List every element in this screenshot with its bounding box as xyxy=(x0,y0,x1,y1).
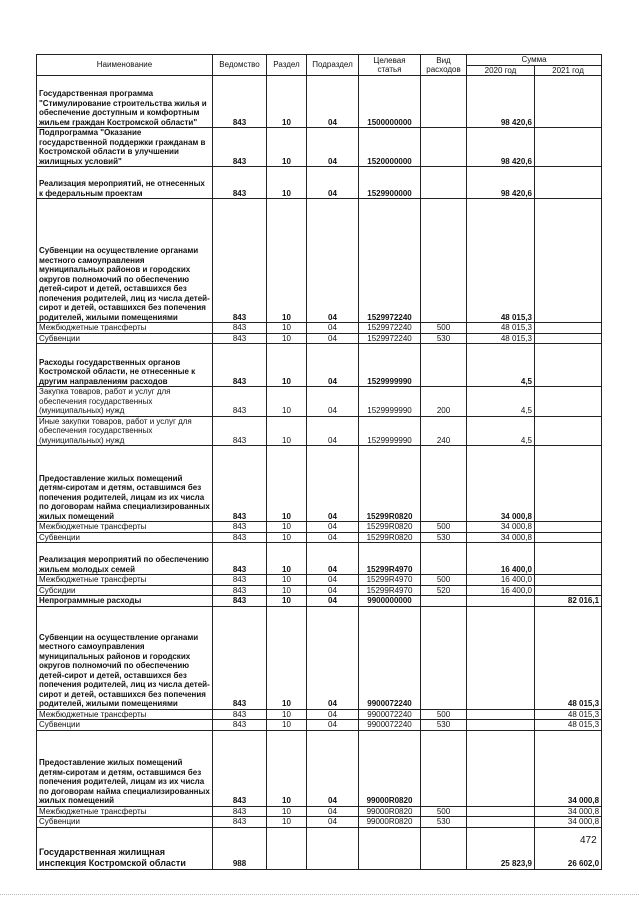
table-row xyxy=(37,416,602,446)
row-department: 843 xyxy=(213,522,267,533)
row-name: Подпрограмма "Оказание государственной поддержки гражданам в Костромской области в улучшении жилищных условий" xyxy=(37,128,213,167)
row-sum-2021: 48 015,3 xyxy=(535,709,602,720)
row-department: 843 xyxy=(213,128,267,167)
row-subsection: 04 xyxy=(307,596,359,607)
row-subsection: 04 xyxy=(307,543,359,575)
row-sum-2020 xyxy=(467,720,535,731)
row-name: Предоставление жилых помещений детям-сиротам и детям, оставшимся без попечения родителей, лицам из их числа по договорам найма специализированных жилых помещений xyxy=(37,730,213,806)
row-sum-2020 xyxy=(467,606,535,709)
row-subsection: 04 xyxy=(307,522,359,533)
table-row xyxy=(37,522,602,533)
row-department: 843 xyxy=(213,720,267,731)
row-name: Предоставление жилых помещений детям-сиротам и детям, оставшимся без попечения родителей, лицам из их числа по договорам найма специализированных жилых помещений xyxy=(37,446,213,522)
row-expense-type: 500 xyxy=(421,575,467,586)
row-name: Закупка товаров, работ и услуг для обеспечения государственных (муниципальных) нужд xyxy=(37,387,213,417)
table-row xyxy=(37,806,602,817)
row-name: Субвенции xyxy=(37,817,213,828)
scan-edge-divider xyxy=(0,894,639,895)
row-subsection: 04 xyxy=(307,806,359,817)
row-name: Субвенции xyxy=(37,333,213,344)
row-section: 10 xyxy=(267,730,307,806)
row-target-article: 99000R0820 xyxy=(359,817,421,828)
row-section: 10 xyxy=(267,333,307,344)
row-sum-2021 xyxy=(535,167,602,199)
row-department: 843 xyxy=(213,575,267,586)
row-sum-2021: 34 000,8 xyxy=(535,806,602,817)
row-sum-2020: 34 000,8 xyxy=(467,532,535,543)
row-expense-type xyxy=(421,344,467,387)
row-expense-type: 530 xyxy=(421,532,467,543)
row-subsection: 04 xyxy=(307,575,359,586)
row-sum-2021 xyxy=(535,128,602,167)
row-sum-2021: 82 016,1 xyxy=(535,596,602,607)
row-sum-2020: 25 823,9 xyxy=(467,827,535,869)
row-expense-type xyxy=(421,199,467,323)
header-year-2020: 2020 год xyxy=(467,65,535,76)
row-sum-2020: 16 400,0 xyxy=(467,575,535,586)
row-subsection: 04 xyxy=(307,199,359,323)
budget-table xyxy=(36,54,602,870)
row-department: 843 xyxy=(213,199,267,323)
row-target-article: 15299R4970 xyxy=(359,585,421,596)
row-sum-2021: 34 000,8 xyxy=(535,817,602,828)
row-section: 10 xyxy=(267,806,307,817)
row-subsection: 04 xyxy=(307,323,359,334)
row-sum-2020: 34 000,8 xyxy=(467,446,535,522)
table-row xyxy=(37,709,602,720)
row-section: 10 xyxy=(267,817,307,828)
row-subsection: 04 xyxy=(307,416,359,446)
row-name: Субвенции на осуществление органами местного самоуправления муниципальных районов и городских округов полномочий по обеспечению детей-сирот и детей, оставшихся без попечения родителей, лиц из числа детей-сирот и детей, оставшихся без попечения родителей, жилыми помещениями xyxy=(37,199,213,323)
row-subsection: 04 xyxy=(307,128,359,167)
row-target-article: 9900072240 xyxy=(359,720,421,731)
header-name: Наименование xyxy=(37,55,213,76)
row-name: Межбюджетные трансферты xyxy=(37,522,213,533)
row-target-article: 1529900000 xyxy=(359,167,421,199)
row-expense-type xyxy=(421,827,467,869)
row-expense-type xyxy=(421,128,467,167)
row-target-article: 15299R4970 xyxy=(359,543,421,575)
row-name: Межбюджетные трансферты xyxy=(37,709,213,720)
row-sum-2020: 4,5 xyxy=(467,416,535,446)
row-section: 10 xyxy=(267,575,307,586)
row-subsection: 04 xyxy=(307,167,359,199)
row-sum-2021: 48 015,3 xyxy=(535,606,602,709)
row-target-article: 9900072240 xyxy=(359,709,421,720)
row-sum-2020: 48 015,3 xyxy=(467,199,535,323)
row-section: 10 xyxy=(267,344,307,387)
row-expense-type: 500 xyxy=(421,522,467,533)
row-target-article: 99000R0820 xyxy=(359,730,421,806)
row-section: 10 xyxy=(267,720,307,731)
row-target-article: 15299R0820 xyxy=(359,532,421,543)
row-department: 843 xyxy=(213,76,267,128)
row-expense-type xyxy=(421,730,467,806)
row-department: 843 xyxy=(213,817,267,828)
table-row xyxy=(37,167,602,199)
row-sum-2020: 16 400,0 xyxy=(467,543,535,575)
row-sum-2021 xyxy=(535,387,602,417)
row-sum-2020 xyxy=(467,730,535,806)
row-subsection: 04 xyxy=(307,606,359,709)
table-row xyxy=(37,446,602,522)
row-department: 843 xyxy=(213,543,267,575)
row-sum-2021 xyxy=(535,585,602,596)
table-row xyxy=(37,720,602,731)
row-subsection xyxy=(307,827,359,869)
row-sum-2020: 4,5 xyxy=(467,387,535,417)
row-section: 10 xyxy=(267,416,307,446)
row-name: Межбюджетные трансферты xyxy=(37,323,213,334)
row-subsection: 04 xyxy=(307,585,359,596)
row-target-article: 9900000000 xyxy=(359,596,421,607)
row-department: 843 xyxy=(213,323,267,334)
row-sum-2021 xyxy=(535,446,602,522)
row-name: Межбюджетные трансферты xyxy=(37,575,213,586)
table-row xyxy=(37,387,602,417)
row-sum-2020: 4,5 xyxy=(467,344,535,387)
row-section: 10 xyxy=(267,128,307,167)
row-target-article: 1529999990 xyxy=(359,344,421,387)
row-expense-type xyxy=(421,543,467,575)
row-expense-type xyxy=(421,596,467,607)
row-target-article: 15299R4970 xyxy=(359,575,421,586)
row-target-article xyxy=(359,827,421,869)
table-row xyxy=(37,606,602,709)
row-expense-type xyxy=(421,167,467,199)
row-sum-2021: 34 000,8 xyxy=(535,730,602,806)
row-target-article: 15299R0820 xyxy=(359,446,421,522)
row-sum-2020: 48 015,3 xyxy=(467,323,535,334)
row-sum-2021: 48 015,3 xyxy=(535,720,602,731)
table-row xyxy=(37,128,602,167)
row-target-article: 15299R0820 xyxy=(359,522,421,533)
row-department: 843 xyxy=(213,333,267,344)
row-section: 10 xyxy=(267,446,307,522)
row-section: 10 xyxy=(267,606,307,709)
row-expense-type: 240 xyxy=(421,416,467,446)
table-row xyxy=(37,532,602,543)
row-expense-type: 530 xyxy=(421,817,467,828)
row-target-article: 1529999990 xyxy=(359,416,421,446)
row-section xyxy=(267,827,307,869)
row-sum-2020: 34 000,8 xyxy=(467,522,535,533)
row-department: 843 xyxy=(213,730,267,806)
row-department: 843 xyxy=(213,532,267,543)
header-section: Раздел xyxy=(267,55,307,76)
row-name: Реализация мероприятий, не отнесенных к федеральным проектам xyxy=(37,167,213,199)
row-name: Субвенции xyxy=(37,532,213,543)
row-subsection: 04 xyxy=(307,333,359,344)
row-target-article: 1529999990 xyxy=(359,387,421,417)
row-sum-2021 xyxy=(535,575,602,586)
row-subsection: 04 xyxy=(307,344,359,387)
row-department: 988 xyxy=(213,827,267,869)
row-target-article: 1529972240 xyxy=(359,199,421,323)
row-sum-2021 xyxy=(535,416,602,446)
row-department: 843 xyxy=(213,709,267,720)
row-section: 10 xyxy=(267,323,307,334)
row-name: Реализация мероприятий по обеспечению жильем молодых семей xyxy=(37,543,213,575)
row-expense-type: 530 xyxy=(421,720,467,731)
row-department: 843 xyxy=(213,606,267,709)
table-row xyxy=(37,817,602,828)
row-section: 10 xyxy=(267,199,307,323)
row-name: Субсидии xyxy=(37,585,213,596)
table-body xyxy=(37,76,602,870)
row-section: 10 xyxy=(267,167,307,199)
row-expense-type xyxy=(421,76,467,128)
row-sum-2021 xyxy=(535,199,602,323)
row-sum-2021 xyxy=(535,333,602,344)
row-name: Государственная жилищная инспекция Костромской области xyxy=(37,827,213,869)
header-sum: Сумма xyxy=(467,55,602,66)
table-row xyxy=(37,585,602,596)
row-name: Межбюджетные трансферты xyxy=(37,806,213,817)
row-target-article: 1529972240 xyxy=(359,333,421,344)
page-number: 472 xyxy=(580,835,597,846)
row-name: Субвенции xyxy=(37,720,213,731)
row-target-article: 99000R0820 xyxy=(359,806,421,817)
row-sum-2020 xyxy=(467,596,535,607)
row-department: 843 xyxy=(213,416,267,446)
row-sum-2021 xyxy=(535,323,602,334)
row-section: 10 xyxy=(267,709,307,720)
row-department: 843 xyxy=(213,585,267,596)
row-subsection: 04 xyxy=(307,387,359,417)
row-sum-2020: 98 420,6 xyxy=(467,167,535,199)
table-row xyxy=(37,575,602,586)
table-row xyxy=(37,730,602,806)
row-section: 10 xyxy=(267,76,307,128)
row-subsection: 04 xyxy=(307,532,359,543)
row-name: Расходы государственных органов Костромской области, не отнесенные к другим направлениям расходов xyxy=(37,344,213,387)
table-row xyxy=(37,827,602,869)
row-expense-type xyxy=(421,606,467,709)
row-sum-2021 xyxy=(535,532,602,543)
row-department: 843 xyxy=(213,387,267,417)
row-sum-2020: 98 420,6 xyxy=(467,76,535,128)
table-row xyxy=(37,333,602,344)
table-row xyxy=(37,323,602,334)
row-expense-type: 530 xyxy=(421,333,467,344)
row-sum-2021 xyxy=(535,344,602,387)
row-expense-type: 500 xyxy=(421,709,467,720)
row-department: 843 xyxy=(213,596,267,607)
row-sum-2021 xyxy=(535,543,602,575)
row-subsection: 04 xyxy=(307,720,359,731)
row-name: Иные закупки товаров, работ и услуг для обеспечения государственных (муниципальных) нужд xyxy=(37,416,213,446)
table-row xyxy=(37,344,602,387)
row-target-article: 1500000000 xyxy=(359,76,421,128)
row-section: 10 xyxy=(267,596,307,607)
row-section: 10 xyxy=(267,387,307,417)
row-target-article: 9900072240 xyxy=(359,606,421,709)
row-name: Непрограммные расходы xyxy=(37,596,213,607)
row-sum-2020 xyxy=(467,817,535,828)
row-department: 843 xyxy=(213,806,267,817)
row-name: Субвенции на осуществление органами местного самоуправления муниципальных районов и городских округов полномочий по обеспечению детей-сирот и детей, оставшихся без попечения родителей, лиц из числа детей-сирот и детей, оставшихся без попечения родителей, жилыми помещениями xyxy=(37,606,213,709)
row-subsection: 04 xyxy=(307,446,359,522)
row-department: 843 xyxy=(213,344,267,387)
row-expense-type: 500 xyxy=(421,323,467,334)
row-section: 10 xyxy=(267,532,307,543)
table-row xyxy=(37,543,602,575)
row-subsection: 04 xyxy=(307,817,359,828)
row-subsection: 04 xyxy=(307,76,359,128)
row-subsection: 04 xyxy=(307,709,359,720)
row-sum-2021 xyxy=(535,76,602,128)
row-sum-2021 xyxy=(535,522,602,533)
header-year-2021: 2021 год xyxy=(535,65,602,76)
row-target-article: 1520000000 xyxy=(359,128,421,167)
row-section: 10 xyxy=(267,543,307,575)
row-department: 843 xyxy=(213,446,267,522)
row-section: 10 xyxy=(267,522,307,533)
table-row xyxy=(37,596,602,607)
table-row xyxy=(37,199,602,323)
row-subsection: 04 xyxy=(307,730,359,806)
row-sum-2020 xyxy=(467,806,535,817)
row-expense-type xyxy=(421,446,467,522)
row-sum-2021: 26 602,0 xyxy=(535,827,602,869)
row-department: 843 xyxy=(213,167,267,199)
row-target-article: 1529972240 xyxy=(359,323,421,334)
row-section: 10 xyxy=(267,585,307,596)
header-department: Ведомство xyxy=(213,55,267,76)
header-expense-type: Вид расходов xyxy=(421,55,467,76)
header-target-article: Целевая статья xyxy=(359,55,421,76)
row-sum-2020: 48 015,3 xyxy=(467,333,535,344)
row-sum-2020: 98 420,6 xyxy=(467,128,535,167)
row-expense-type: 520 xyxy=(421,585,467,596)
header-subsection: Подраздел xyxy=(307,55,359,76)
row-sum-2020: 16 400,0 xyxy=(467,585,535,596)
table-row xyxy=(37,76,602,128)
row-expense-type: 200 xyxy=(421,387,467,417)
row-name: Государственная программа "Стимулирование строительства жилья и обеспечение доступным и комфортным жильем граждан Костромской области" xyxy=(37,76,213,128)
row-expense-type: 500 xyxy=(421,806,467,817)
row-sum-2020 xyxy=(467,709,535,720)
